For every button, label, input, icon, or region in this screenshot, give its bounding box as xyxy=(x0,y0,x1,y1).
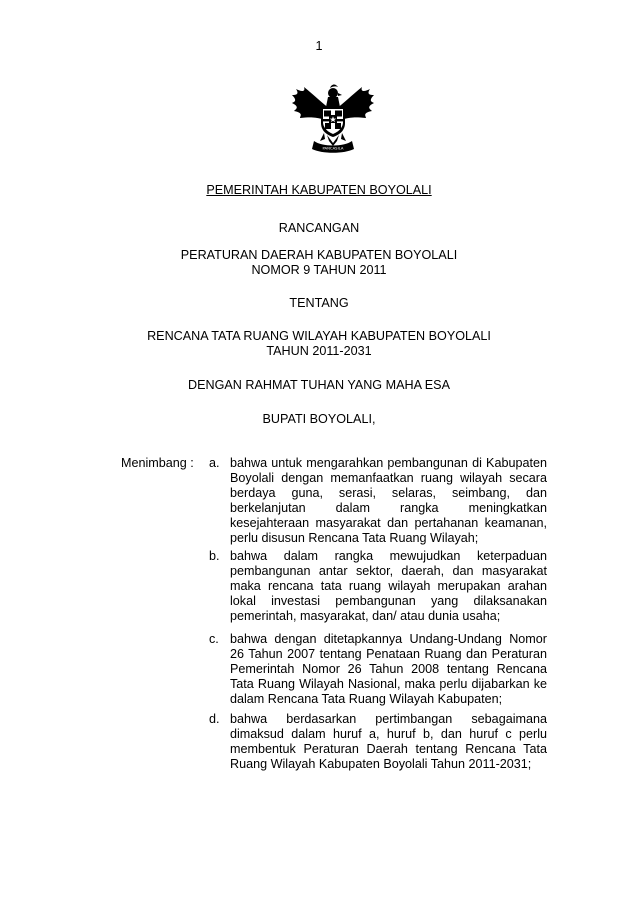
regent-heading: BUPATI BOYOLALI, xyxy=(262,412,376,426)
considering-item-c xyxy=(209,632,547,707)
government-heading: PEMERINTAH KABUPATEN BOYOLALI xyxy=(206,183,432,197)
regulation-heading: PERATURAN DAERAH KABUPATEN BOYOLALI xyxy=(180,248,458,262)
about-heading: TENTANG xyxy=(289,296,349,310)
item-letter: d. xyxy=(209,712,220,726)
considering-item-d xyxy=(209,712,547,772)
considering-label: Menimbang : xyxy=(121,456,194,470)
item-text: bahwa untuk mengarahkan pembangunan di Kabupaten Boyolali dengan memanfaatkan ruang wilayah secara berdaya guna, serasi, selaras, seimbang, dan berkelanjutan dalam rangka meningkatkan kesejahteraan masyarakat dan pertahanan keamanan, perlu disusun Rencana Tata Ruang Wilayah; xyxy=(230,456,547,546)
regulation-number: NOMOR 9 TAHUN 2011 xyxy=(251,263,387,277)
emblem-caption: PANCASILA xyxy=(322,145,344,151)
period-heading: TAHUN 2011-2031 xyxy=(266,344,372,358)
considering-item-a xyxy=(209,456,547,546)
page-number: 1 xyxy=(315,39,323,53)
item-letter: a. xyxy=(209,456,220,470)
blessing-line: DENGAN RAHMAT TUHAN YANG MAHA ESA xyxy=(188,378,450,392)
item-letter: c. xyxy=(209,632,219,646)
item-text: bahwa berdasarkan pertimbangan sebagaimana dimaksud dalam huruf a, huruf b, dan huruf c perlu membentuk Peraturan Daerah tentang Rencana Tata Ruang Wilayah Kabupaten Boyolali Tahun 2011-2031; xyxy=(230,712,547,772)
draft-heading: RANCANGAN xyxy=(278,221,360,235)
item-letter: b. xyxy=(209,549,220,563)
item-text: bahwa dalam rangka mewujudkan keterpaduan pembangunan antar sektor, daerah, dan masyarakat maka rencana tata ruang wilayah merupakan arahan lokal investasi pembangunan yang dilaksanakan pemerintah, masyarakat, dan/ atau dunia usaha; xyxy=(230,549,547,624)
subject-heading: RENCANA TATA RUANG WILAYAH KABUPATEN BOYOLALI xyxy=(147,329,491,343)
item-text: bahwa dengan ditetapkannya Undang-Undang Nomor 26 Tahun 2007 tentang Penataan Ruang dan Peraturan Pemerintah Nomor 26 Tahun 2008 tentang Rencana Tata Ruang Wilayah Nasional, maka perlu dijabarkan ke dalam Rencana Tata Ruang Wilayah Kabupaten; xyxy=(230,632,547,707)
considering-item-b xyxy=(209,549,547,624)
garuda-emblem-icon xyxy=(292,83,374,153)
